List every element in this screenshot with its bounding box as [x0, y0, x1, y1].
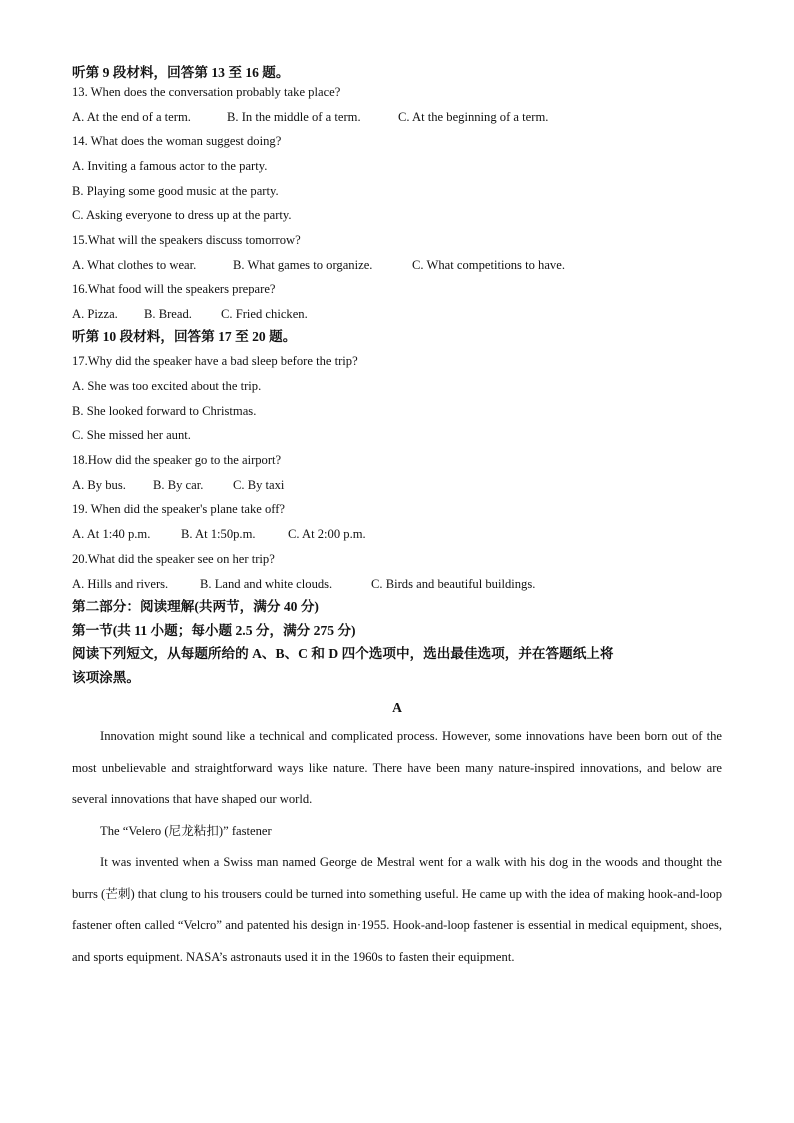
- document-page: [72, 64, 722, 973]
- option-c: C. At 2:00 p.m.: [288, 527, 366, 541]
- option-a: A. Pizza.: [72, 307, 118, 321]
- option-c: C. Asking everyone to dress up at the party.: [72, 208, 292, 222]
- option-a: A. Hills and rivers.: [72, 577, 169, 591]
- question-18-options: [72, 477, 722, 501]
- question-17: 17.Why did the speaker have a bad sleep before the trip?: [72, 354, 358, 368]
- passage-subheading: The “Velero (尼龙粘扣)” fastener: [100, 823, 272, 838]
- part-2-title: 第二部分：阅读理解(共两节，满分 40 分): [72, 599, 319, 614]
- question-19-options: [72, 526, 722, 551]
- question-15-options: [72, 257, 722, 281]
- question-13-options: [72, 109, 722, 133]
- option-b: B. In the middle of a term.: [227, 110, 361, 124]
- option-b: B. Land and white clouds.: [200, 577, 333, 591]
- section-9-header: 听第 9 段材料，回答第 13 至 16 题。: [72, 65, 290, 80]
- option-a: A. What clothes to wear.: [72, 258, 197, 272]
- question-16-options: [72, 306, 722, 328]
- instruction-line-2: 该项涂黑。: [72, 670, 140, 685]
- option-a: A. She was too excited about the trip.: [72, 379, 262, 393]
- passage-label: A: [392, 700, 402, 715]
- option-b: B. Playing some good music at the party.: [72, 184, 279, 198]
- passage-paragraph-2: It was invented when a Swiss man named George de Mestral went for a walk with his dog in the woods and thought the burrs (芒刺) that clung to his trousers could be turned into something useful. He came up with the idea of making hook-and-loop fastener often called “Velcro” and patented his design in·1955. Hook-and-loop fastener is essential in medical equipment, shoes, and sports equipment. NASA’s astronauts used it in the 1960s to fasten their equipment.: [72, 855, 722, 964]
- option-c: C. She missed her aunt.: [72, 428, 191, 442]
- option-a: A. Inviting a famous actor to the party.: [72, 159, 268, 173]
- question-15: 15.What will the speakers discuss tomorrow?: [72, 233, 301, 247]
- question-20: 20.What did the speaker see on her trip?: [72, 552, 275, 566]
- option-c: C. At the beginning of a term.: [398, 110, 549, 124]
- option-a: A. At 1:40 p.m.: [72, 527, 151, 541]
- option-a: A. By bus.: [72, 478, 126, 492]
- option-b: B. At 1:50p.m.: [181, 527, 256, 541]
- option-c: C. Birds and beautiful buildings.: [371, 577, 536, 591]
- option-c: C. Fried chicken.: [221, 307, 308, 321]
- option-c: C. By taxi: [233, 478, 285, 492]
- part-2-subtitle: 第一节(共 11 小题；每小题 2.5 分，满分 275 分): [72, 623, 356, 638]
- section-10-header: 听第 10 段材料，回答第 17 至 20 题。: [72, 329, 297, 344]
- passage-paragraph-1: Innovation might sound like a technical and complicated process. However, some innovations have been born out of the most unbelievable and straightforward ways like nature. There have been many nature-inspired innovations, and below are several innovations that have shaped our world.: [72, 729, 722, 806]
- option-b: B. Bread.: [144, 307, 192, 321]
- option-b: B. By car.: [153, 478, 204, 492]
- question-14: 14. What does the woman suggest doing?: [72, 134, 282, 148]
- option-b: B. She looked forward to Christmas.: [72, 404, 257, 418]
- option-b: B. What games to organize.: [233, 258, 373, 272]
- option-a: A. At the end of a term.: [72, 110, 191, 124]
- question-16: 16.What food will the speakers prepare?: [72, 282, 276, 296]
- question-13: 13. When does the conversation probably take place?: [72, 85, 341, 99]
- instruction-line-1: 阅读下列短文，从每题所给的 A、B、C 和 D 四个选项中，选出最佳选项，并在答题纸上将: [72, 646, 614, 661]
- option-c: C. What competitions to have.: [412, 258, 565, 272]
- question-19: 19. When did the speaker's plane take off?: [72, 502, 286, 516]
- question-18: 18.How did the speaker go to the airport?: [72, 453, 282, 467]
- question-20-options: [72, 576, 722, 598]
